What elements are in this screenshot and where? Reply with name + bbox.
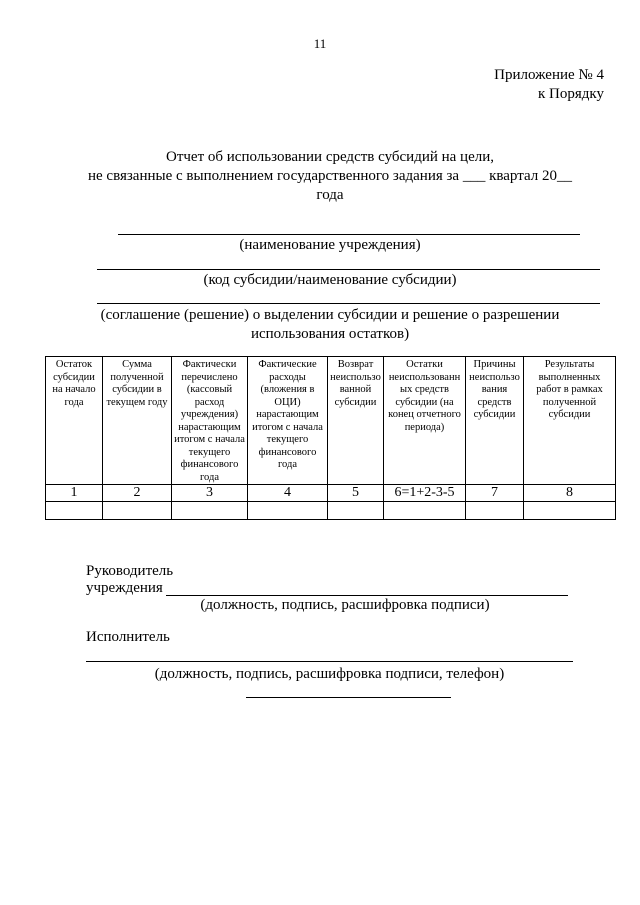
subsidy-code-line[interactable] bbox=[97, 269, 600, 270]
header-cell: Фактически перечислено (кассовый расход учреждения) нарастающим итогом с начала текущего финансового года bbox=[172, 357, 248, 485]
executor-label: Исполнитель bbox=[86, 629, 170, 645]
column-number: 6=1+2-3-5 bbox=[384, 485, 466, 502]
header-cell: Остаток субсидии на начало года bbox=[46, 357, 103, 485]
agreement-caption bbox=[60, 306, 600, 344]
column-number: 2 bbox=[103, 485, 172, 502]
report-title bbox=[60, 148, 600, 205]
empty-cell[interactable] bbox=[46, 502, 103, 520]
head-label-line-1: Руководитель bbox=[86, 563, 174, 579]
title-line-3: года bbox=[316, 187, 344, 203]
report-table bbox=[45, 356, 616, 520]
column-number: 8 bbox=[524, 485, 616, 502]
appendix-line-2: к Порядку bbox=[538, 86, 604, 102]
header-cell: Причины неиспользования средств субсидии bbox=[466, 357, 524, 485]
column-number: 4 bbox=[248, 485, 328, 502]
column-number: 5 bbox=[328, 485, 384, 502]
empty-cell[interactable] bbox=[466, 502, 524, 520]
agreement-caption-line-1: (соглашение (решение) о выделении субсидии и решение о разрешении bbox=[100, 307, 560, 323]
head-label-line-2: учреждения bbox=[86, 580, 163, 596]
column-number-row bbox=[46, 485, 616, 502]
executor-signature-line[interactable] bbox=[86, 661, 573, 662]
title-line-2: не связанные с выполнением государственного задания за ___ квартал 20__ bbox=[88, 168, 572, 184]
empty-cell[interactable] bbox=[384, 502, 466, 520]
empty-cell[interactable] bbox=[172, 502, 248, 520]
head-signature-caption: (должность, подпись, расшифровка подписи) bbox=[200, 597, 490, 613]
header-cell: Остатки неиспользованных средств субсидии (на конец отчетного периода) bbox=[384, 357, 466, 485]
column-number: 1 bbox=[46, 485, 103, 502]
institution-line[interactable] bbox=[118, 234, 580, 235]
institution-caption: (наименование учреждения) bbox=[239, 237, 421, 253]
empty-cell[interactable] bbox=[328, 502, 384, 520]
appendix-line-1: Приложение № 4 bbox=[494, 67, 604, 83]
closing-separator bbox=[246, 697, 451, 698]
appendix-header bbox=[494, 66, 604, 104]
table-row bbox=[46, 502, 616, 520]
agreement-line[interactable] bbox=[97, 303, 600, 304]
executor-signature-caption: (должность, подпись, расшифровка подписи, телефон) bbox=[154, 666, 505, 682]
column-number: 3 bbox=[172, 485, 248, 502]
agreement-caption-line-2: использования остатков) bbox=[250, 326, 410, 342]
header-cell: Фактические расходы (вложения в ОЦИ) нарастающим итогом с начала текущего финансового года bbox=[248, 357, 328, 485]
empty-cell[interactable] bbox=[103, 502, 172, 520]
page-number: 11 bbox=[313, 36, 327, 51]
header-cell: Сумма полученной субсидии в текущем году bbox=[103, 357, 172, 485]
table-header-row bbox=[46, 357, 616, 485]
subsidy-code-caption: (код субсидии/наименование субсидии) bbox=[203, 272, 457, 288]
empty-cell[interactable] bbox=[248, 502, 328, 520]
header-cell: Возврат неиспользованной субсидии bbox=[328, 357, 384, 485]
title-line-1: Отчет об использовании средств субсидий на цели, bbox=[165, 149, 495, 165]
empty-cell[interactable] bbox=[524, 502, 616, 520]
column-number: 7 bbox=[466, 485, 524, 502]
header-cell: Результаты выполненных работ в рамках полученной субсидии bbox=[524, 357, 616, 485]
